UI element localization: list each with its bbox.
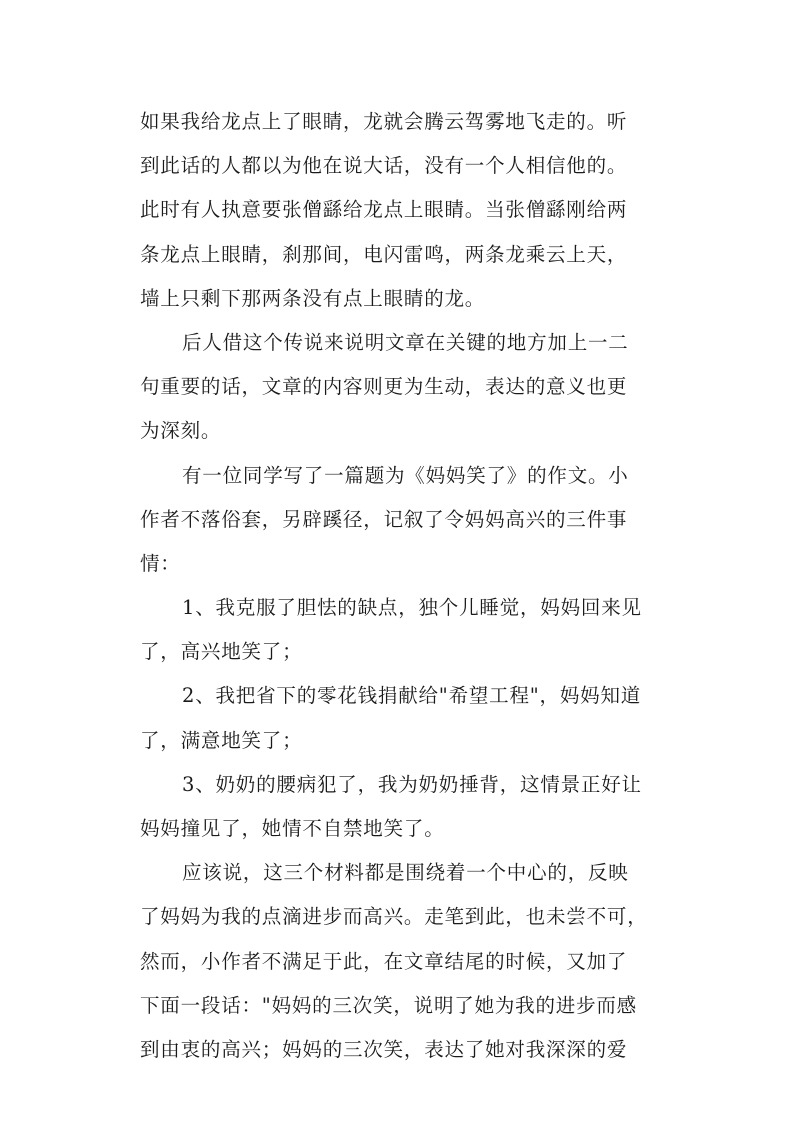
text-line: 此时有人执意要张僧繇给龙点上眼睛。当张僧繇刚给两 xyxy=(140,198,628,222)
document-body xyxy=(140,100,662,1072)
text-line: 然而，小作者不满足于此，在文章结尾的时候，又加了 xyxy=(140,949,628,973)
list-item-2: 2、我把省下的零花钱捐献给"希望工程"，妈妈知道 xyxy=(182,684,642,708)
text-line: 墙上只剩下那两条没有点上眼睛的龙。 xyxy=(140,286,486,310)
text-line: 情： xyxy=(140,551,181,575)
list-item-1: 1、我克服了胆怯的缺点，独个儿睡觉，妈妈回来见 xyxy=(182,596,642,620)
text-line: 作者不落俗套，另辟蹊径，记叙了令妈妈高兴的三件事 xyxy=(140,507,628,531)
text-line: 了妈妈为我的点滴进步而高兴。走笔到此，也未尝不可， xyxy=(140,905,648,929)
paragraph-first-line: 有一位同学写了一篇题为《妈妈笑了》的作文。小 xyxy=(182,463,629,487)
text-line: 条龙点上眼睛，刹那间，电闪雷鸣，两条龙乘云上天， xyxy=(140,242,628,266)
text-line: 如果我给龙点上了眼睛，龙就会腾云驾雾地飞走的。听 xyxy=(140,110,628,133)
text-line: 了，满意地笑了； xyxy=(140,728,303,752)
text-line: 下面一段话："妈妈的三次笑，说明了她为我的进步而感 xyxy=(140,993,637,1017)
paragraph-first-line: 后人借这个传说来说明文章在关键的地方加上一二 xyxy=(182,330,629,354)
list-item-3: 3、奶奶的腰病犯了，我为奶奶捶背，这情景正好让 xyxy=(182,772,642,796)
text-line: 到由衷的高兴；妈妈的三次笑，表达了她对我深深的爱 xyxy=(140,1037,628,1061)
text-line: 为深刻。 xyxy=(140,419,222,443)
text-line: 句重要的话，文章的内容则更为生动，表达的意义也更 xyxy=(140,375,628,399)
text-line: 了，高兴地笑了； xyxy=(140,640,303,664)
text-line: 到此话的人都以为他在说大话，没有一个人相信他的。 xyxy=(140,154,628,178)
text-line: 妈妈撞见了，她情不自禁地笑了。 xyxy=(140,817,445,840)
paragraph-first-line: 应该说，这三个材料都是围绕着一个中心的，反映 xyxy=(182,861,629,885)
